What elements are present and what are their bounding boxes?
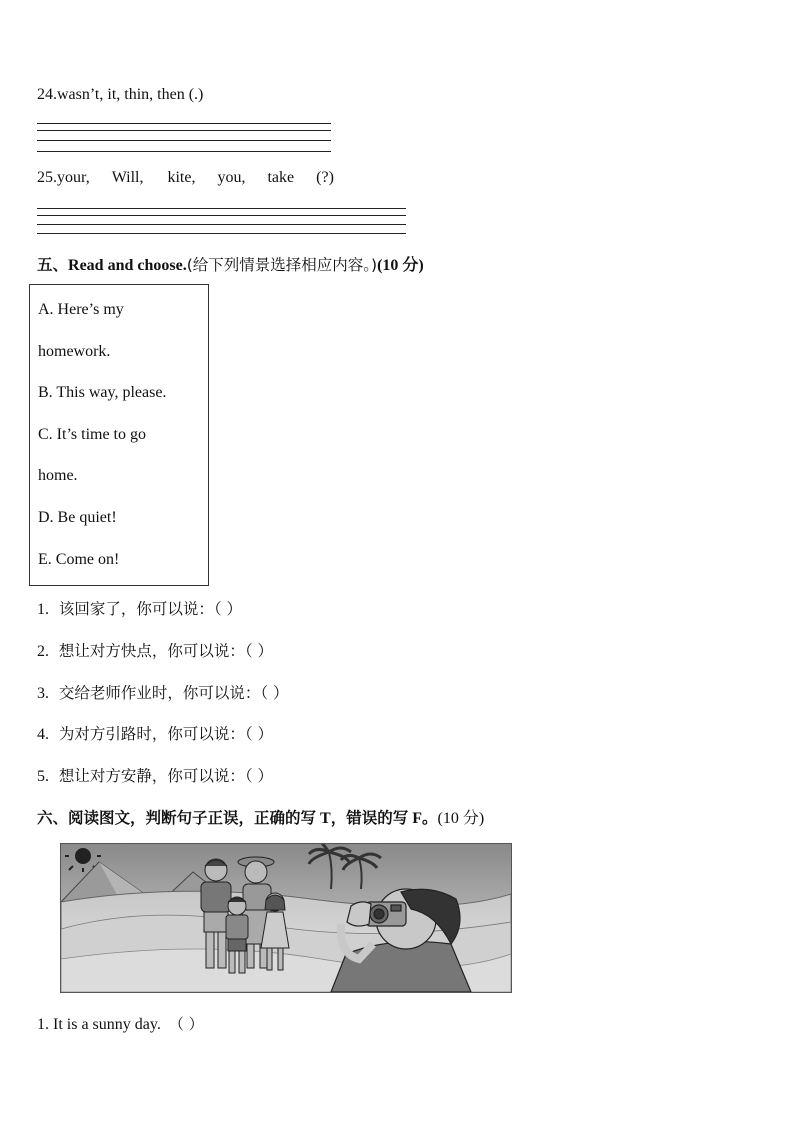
situation-number: 2. (37, 643, 49, 660)
option-d: D. Be quiet! (38, 509, 117, 526)
situation-text: 想让对方安静，你可以说：（ ） (58, 767, 274, 785)
situation-text: 为对方引路时，你可以说：（ ） (58, 725, 274, 743)
false-letter: F (412, 810, 422, 827)
section-instruction: (给下列情景选择相应内容。) (186, 256, 378, 274)
true-letter: T (320, 810, 331, 827)
word: kite, (167, 169, 196, 186)
situation-number: 5. (37, 768, 49, 785)
answer-line (37, 208, 406, 209)
option-b: B. This way, please. (38, 384, 167, 401)
tf-question-1 (37, 1013, 204, 1034)
answer-line (37, 233, 406, 234)
answer-line (37, 140, 331, 141)
family-desert-photo-illustration-icon (61, 844, 511, 992)
option-e: E. Come on! (38, 551, 120, 568)
option-a-line-1: A. Here’s my (38, 301, 124, 318)
situation-2 (37, 639, 273, 661)
section-instruction: 六、阅读图文，判断句子正误，正确的写 (37, 809, 317, 827)
answer-line (37, 130, 331, 131)
options-box (29, 284, 209, 586)
word: you, (217, 169, 246, 186)
answer-line (37, 151, 331, 152)
desert-family-picture (60, 843, 512, 993)
question-number: 25. (37, 169, 57, 186)
section-score: (10 分) (377, 257, 424, 274)
tf-question-text: 1. It is a sunny day. (37, 1016, 161, 1033)
word: (?) (316, 169, 334, 186)
option-a-line-2: homework. (38, 343, 111, 360)
situation-text: 想让对方快点，你可以说：（ ） (58, 642, 274, 660)
word: take (267, 169, 295, 186)
answer-blank[interactable]: （ ） (168, 1015, 204, 1033)
situation-1 (37, 597, 242, 619)
question-24: 24.wasn’t, it, thin, then (.) (37, 86, 204, 103)
section-instruction-mid: ，错误的写 (330, 809, 409, 827)
situation-4 (37, 722, 273, 744)
situation-text: 交给老师作业时，你可以说：（ ） (58, 684, 289, 702)
question-25 (37, 169, 334, 187)
option-c-line-2: home. (38, 467, 78, 484)
situation-number: 1. (37, 601, 49, 618)
answer-line (37, 224, 406, 225)
situation-number: 3. (37, 685, 49, 702)
answer-line (37, 123, 331, 124)
section-score: (10 分) (437, 810, 485, 827)
word: your, (57, 169, 90, 186)
situation-3 (37, 681, 289, 703)
section-title-en: Read and choose. (68, 257, 187, 274)
situation-5 (37, 764, 273, 786)
section-number: 五、 (37, 256, 69, 274)
answer-line (37, 215, 406, 216)
situation-number: 4. (37, 726, 49, 743)
situation-text: 该回家了，你可以说：（ ） (58, 600, 243, 618)
section-6-title (37, 805, 484, 828)
word: Will, (111, 169, 144, 186)
section-instruction-end: 。 (421, 809, 438, 827)
option-c-line-1: C. It’s time to go (38, 426, 146, 443)
section-5-title (37, 252, 424, 275)
